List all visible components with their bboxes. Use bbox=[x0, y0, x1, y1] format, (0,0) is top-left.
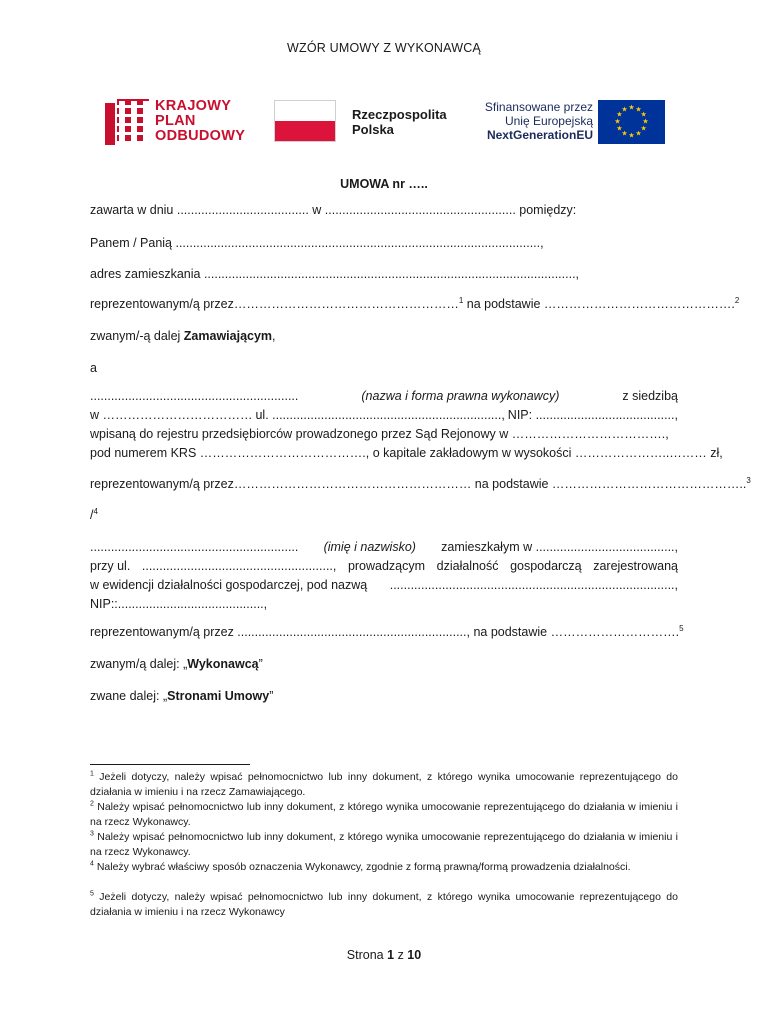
contractor-representative-line: reprezentowanym/ą przez………………………………………………… na podstawie ………………………………………..$^3$ bbox=[90, 475, 751, 491]
contractor-person-line-3: w ewidencji działalności gospodarczej, pod nazwą .................................................................................., bbox=[90, 578, 678, 592]
contractor-designation-line: zwanym/ą dalej: „Wykonawcą” bbox=[90, 657, 263, 671]
contract-title: UMOWA nr ….. bbox=[340, 177, 428, 191]
footnote-4: $^4$ Należy wybrać właściwy sposób oznaczenia Wykonawcy, zgodnie z formą prawną/formą prowadzenia działalności. bbox=[90, 860, 631, 873]
svg-text:★: ★ bbox=[628, 103, 635, 112]
svg-text:★: ★ bbox=[635, 129, 642, 138]
svg-text:★: ★ bbox=[621, 129, 628, 138]
footnote-2: $^2$ Należy wpisać pełnomocnictwo lub inny dokument, z którego wynika umocowanie reprezentującego do działania w imieniu i na rzecz Wykonawcy. bbox=[90, 800, 678, 828]
client-name-line: Panem / Panią ........................................................................................................., bbox=[90, 236, 544, 250]
footnote-ref: 2 bbox=[734, 295, 740, 305]
page-number: Strona 1 z 10 bbox=[346, 948, 422, 962]
eu-logo bbox=[470, 100, 665, 144]
svg-text:★: ★ bbox=[616, 124, 623, 133]
poland-flag-icon bbox=[274, 100, 336, 142]
client-representative-line: reprezentowanym/ą przez………………………………………………$^1$ na podstawie ……………………………………….$^2$ bbox=[90, 295, 740, 311]
client-designation-line: zwanym/-ą dalej Zamawiającym, bbox=[90, 329, 276, 343]
parties-designation-line: zwane dalej: „Stronami Umowy” bbox=[90, 689, 274, 703]
contractor-company-line-1: ............................................................ (nazwa i forma prawna wykonawcy) z siedzibą bbox=[90, 389, 678, 403]
contract-date-line: zawarta w dniu ...................................... w ....................................................... pomiędzy: bbox=[90, 203, 577, 217]
footnote-separator bbox=[90, 764, 250, 765]
footnote-ref: 5 bbox=[679, 623, 684, 633]
footnote-3: $^3$ Należy wpisać pełnomocnictwo lub inny dokument, z którego wynika umocowanie reprezentującego do działania w imieniu i na rzecz Wykonawcy. bbox=[90, 830, 678, 858]
eu-flag-icon bbox=[598, 100, 665, 144]
contractor-person-representative-line: reprezentowanym/ą przez .................................................................., na podstawie ………………………….$^5$ bbox=[90, 623, 684, 639]
contractor-company-line-3: wpisaną do rejestru przedsiębiorców prowadzonego przez Sąd Rejonowy w ………………………………., bbox=[90, 427, 669, 441]
footnote-ref: 4 bbox=[93, 506, 98, 516]
contractor-person-line-4: NIP::.........................................., bbox=[90, 597, 268, 611]
footnote-ref: 3 bbox=[746, 475, 751, 485]
svg-text:★: ★ bbox=[621, 105, 628, 114]
kpo-emblem-icon bbox=[105, 99, 149, 145]
svg-text:★: ★ bbox=[640, 124, 647, 133]
alternative-separator: /$^4$ bbox=[90, 506, 98, 522]
client-address-line: adres zamieszkania ..........................................................................................................., bbox=[90, 267, 580, 281]
eu-logo-text: Sfinansowane przez Unię Europejską NextGenerationEU bbox=[484, 100, 593, 142]
svg-text:★: ★ bbox=[616, 110, 623, 119]
footnote-ref: 1 bbox=[458, 295, 464, 305]
svg-text:★: ★ bbox=[628, 131, 635, 140]
contractor-company-line-4: pod numerem KRS …………………………………., o kapitale zakładowym w wysokości …………………..……… zł, bbox=[90, 446, 723, 460]
conjunction-a: a bbox=[90, 361, 97, 375]
rp-logo bbox=[274, 100, 454, 142]
contractor-company-line-2: w ……………………………… ul. .................................................................., NIP: ........................................, bbox=[90, 408, 678, 422]
kpo-logo-text: KRAJOWY PLAN ODBUDOWY bbox=[155, 98, 246, 144]
rp-logo-text: Rzeczpospolita Polska bbox=[352, 107, 447, 137]
contractor-person-line-1: ............................................................ (imię i nazwisko) zamieszkałym w ........................................, bbox=[90, 540, 678, 554]
document-header: WZÓR UMOWY Z WYKONAWCĄ bbox=[287, 41, 481, 55]
kpo-logo bbox=[105, 99, 250, 145]
svg-text:★: ★ bbox=[642, 117, 649, 126]
footnote-5: $^5$ Jeżeli dotyczy, należy wpisać pełnomocnictwo lub inny dokument, z którego wynika umocowanie reprezentującego do działania w imieniu i na rzecz Wykonawcy bbox=[90, 890, 678, 918]
footnote-1: $^1$ Jeżeli dotyczy, należy wpisać pełnomocnictwo lub inny dokument, z którego wynika umocowanie reprezentującego do działania w imieniu i na rzecz Zamawiającego. bbox=[90, 770, 678, 798]
svg-text:★: ★ bbox=[614, 117, 621, 126]
contractor-person-line-2: przy ul. ......................................................., prowadzącym działalność gospodarczą zarejestrowaną bbox=[90, 559, 678, 573]
svg-text:★: ★ bbox=[640, 110, 647, 119]
svg-text:★: ★ bbox=[635, 105, 642, 114]
